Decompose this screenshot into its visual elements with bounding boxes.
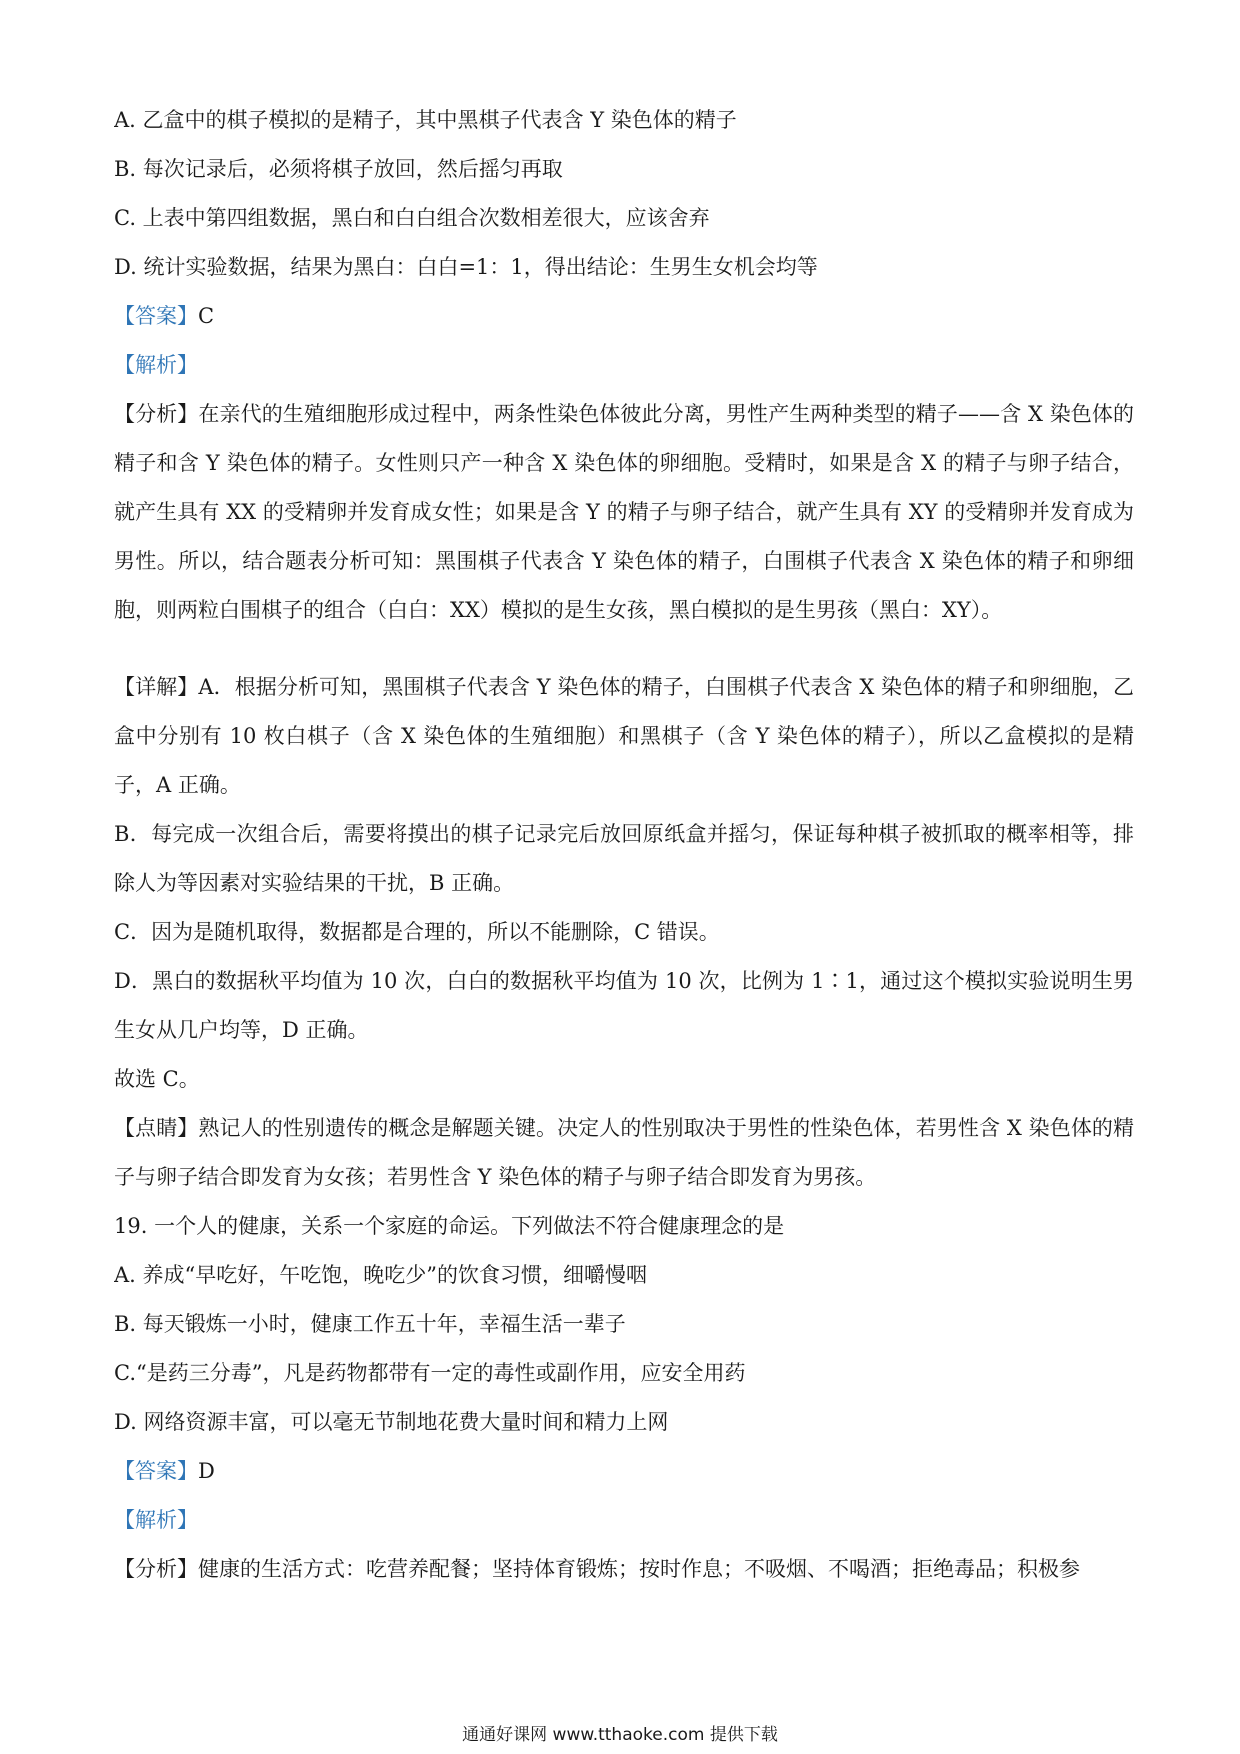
q18-option-a: A. 乙盒中的棋子模拟的是精子，其中黑棋子代表含 Y 染色体的精子 [114,108,737,132]
document-page [114,96,1134,1594]
answer-value: C [198,304,215,328]
q18-option-c: C. 上表中第四组数据，黑白和白白组合次数相差很大，应该舍弃 [114,206,710,230]
q19-option-d: D. 网络资源丰富，可以毫无节制地花费大量时间和精力上网 [114,1410,669,1434]
q18-option-d: D. 统计实验数据，结果为黑白：白白=1：1，得出结论：生男生女机会均等 [114,255,818,279]
q18-xiangjie-c: C．因为是随机取得，数据都是合理的，所以不能删除，C 错误。 [114,920,720,944]
paragraph-spacer [114,635,1134,663]
xiangjie-a-text: A．根据分析可知，黑围棋子代表含 Y 染色体的精子，白围棋子代表含 X 染色体的精子和卵细胞，乙盒中分别有 10 枚白棋子（含 X 染色体的生殖细胞）和黑棋子（含 Y 染色体的精子），所以乙盒模拟的是精子，A 正确。 [114,675,1134,797]
analysis-tag: 【解析】 [114,1508,198,1532]
dianjing-text: 熟记人的性别遗传的概念是解题关键。决定人的性别取决于男性的性染色体，若男性含 X 染色体的精子与卵子结合即发育为女孩；若男性含 Y 染色体的精子与卵子结合即发育为男孩。 [114,1116,1135,1189]
fenxi-tag: 【分析】 [114,1557,198,1581]
xiangjie-tag: 【详解】 [114,675,199,699]
page-footer: 通通好课网 www.tthaoke.com 提供下载 [462,1725,778,1745]
q18-option-b: B. 每次记录后，必须将棋子放回，然后摇匀再取 [114,157,563,181]
q19-fenxi-paragraph [114,1545,1134,1594]
q18-analysis-heading [114,341,1134,390]
fenxi-text: 健康的生活方式：吃营养配餐；坚持体育锻炼；按时作息；不吸烟、不喝酒；拒绝毒品；积极参 [198,1557,1080,1581]
q19-option-a: A. 养成“早吃好，午吃饱，晚吃少”的饮食习惯，细嚼慢咽 [114,1263,647,1287]
analysis-tag: 【解析】 [114,353,198,377]
answer-tag: 【答案】 [114,304,198,328]
answer-value: D [198,1459,215,1483]
q18-dianjing-paragraph [114,1104,1134,1202]
q18-conclusion: 故选 C。 [114,1067,200,1091]
dianjing-tag: 【点睛】 [114,1116,199,1140]
q18-xiangjie-a [114,663,1134,810]
q19-option-b: B. 每天锻炼一小时，健康工作五十年，幸福生活一辈子 [114,1312,626,1336]
q18-fenxi-paragraph [114,390,1134,635]
fenxi-text: 在亲代的生殖细胞形成过程中，两条性染色体彼此分离，男性产生两种类型的精子——含 X 染色体的精子和含 Y 染色体的精子。女性则只产一种含 X 染色体的卵细胞。受精时，如果是含 X 的精子与卵子结合，就产生具有 XX 的受精卵并发育成女性；如果是含 Y 的精子与卵子结合，就产生具有 XY 的受精卵并发育成为男性。所以，结合题表分析可知：黑围棋子代表含 Y 染色体的精子，白围棋子代表含 X 染色体的精子和卵细胞，则两粒白围棋子的组合（白白：XX）模拟的是生女孩，黑白模拟的是生男孩（黑白：XY）。 [114,402,1134,622]
q18-answer [114,292,1134,341]
q18-xiangjie-b: B．每完成一次组合后，需要将摸出的棋子记录完后放回原纸盒并摇匀，保证每种棋子被抓取的概率相等，排除人为等因素对实验结果的干扰，B 正确。 [114,822,1134,895]
q19-option-c: C.“是药三分毒”，凡是药物都带有一定的毒性或副作用，应安全用药 [114,1361,746,1385]
q19-answer [114,1447,1134,1496]
fenxi-tag: 【分析】 [114,402,199,426]
q19-analysis-heading [114,1496,1134,1545]
q19-stem: 19. 一个人的健康，关系一个家庭的命运。下列做法不符合健康理念的是 [114,1214,785,1238]
q18-xiangjie-d: D．黑白的数据秋平均值为 10 次，白白的数据秋平均值为 10 次，比例为 1∶1，通过这个模拟实验说明生男生女从几户均等，D 正确。 [114,969,1134,1042]
answer-tag: 【答案】 [114,1459,198,1483]
